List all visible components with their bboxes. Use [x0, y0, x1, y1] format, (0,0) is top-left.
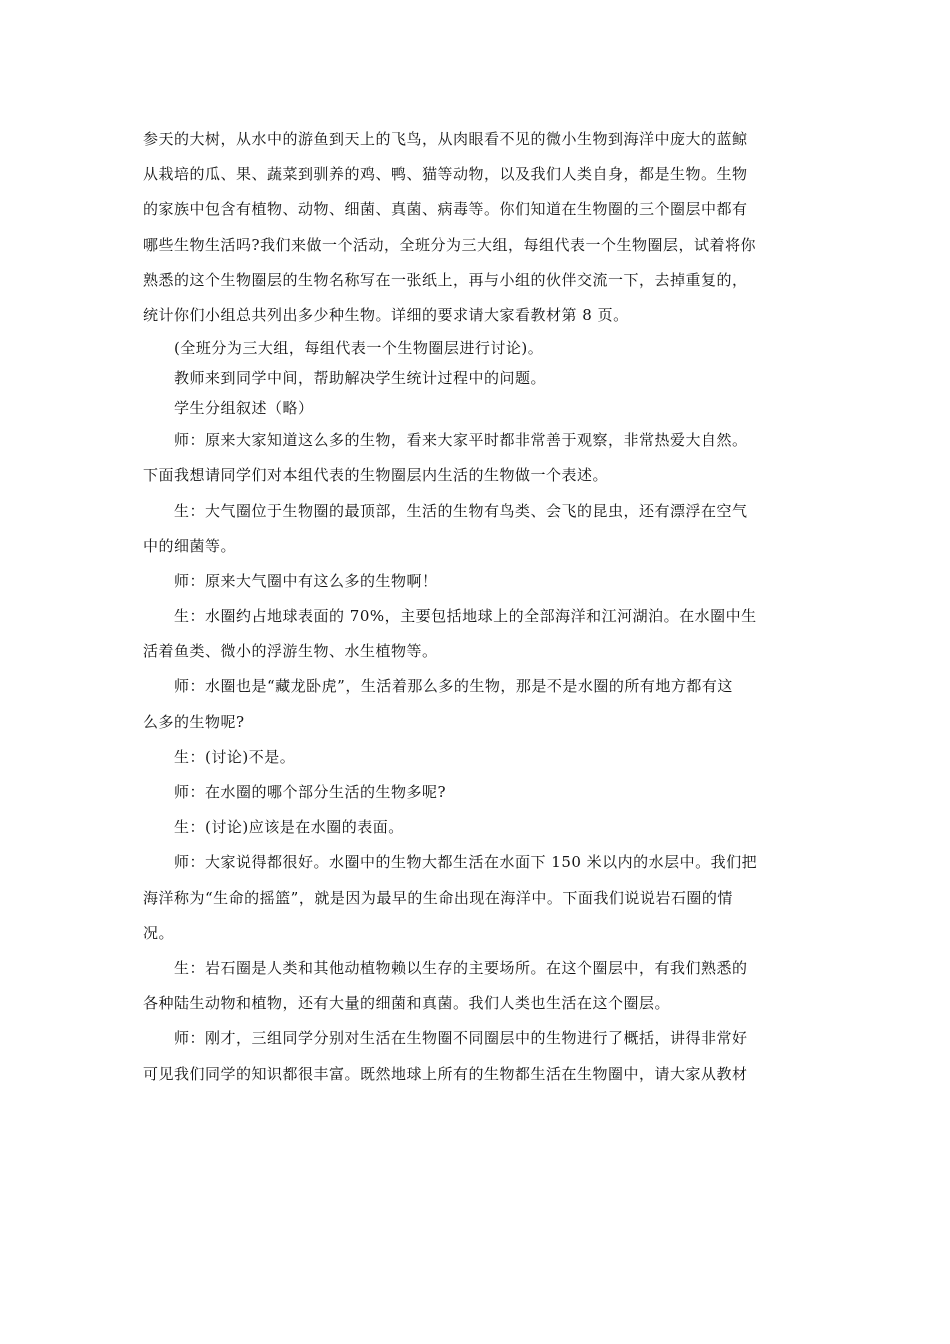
text-line: 中的细菌等。 — [143, 536, 237, 555]
text-line: 的家族中包含有植物、动物、细菌、真菌、病毒等。你们知道在生物圈的三个圈层中都有 — [143, 200, 748, 219]
text-line: 可见我们同学的知识都很丰富。既然地球上所有的生物都生活在生物圈中，请大家从教材 — [143, 1064, 748, 1083]
text-line: 师：在水圈的哪个部分生活的生物多呢? — [174, 783, 447, 801]
text-line: 海洋称为“生命的摇篮”，就是因为最早的生命出现在海洋中。下面我们说说岩石圈的情 — [143, 888, 733, 907]
text-line: 生：大气圈位于生物圈的最顶部，生活的生物有鸟类、会飞的昆虫，还有漂浮在空气 — [174, 501, 748, 520]
text-line: 各种陆生动物和植物，还有大量的细菌和真菌。我们人类也生活在这个圈层。 — [143, 994, 671, 1013]
text-line: 师：原来大气圈中有这么多的生物啊！ — [174, 571, 438, 590]
text-line: 师：水圈也是“藏龙卧虎”，生活着那么多的生物，那是不是水圈的所有地方都有这 — [174, 677, 733, 696]
text-line: 生：(讨论)应该是在水圈的表面。 — [174, 818, 404, 837]
text-line: 统计你们小组总共列出多少种生物。详细的要求请大家看教材第 8 页。 — [143, 305, 629, 324]
text-line: (全班分为三大组，每组代表一个生物圈层进行讨论)。 — [174, 339, 544, 358]
text-line: 生：水圈约占地球表面的 70%，主要包括地球上的全部海洋和江河湖泊。在水圈中生 — [174, 607, 757, 626]
text-line: 师：刚才，三组同学分别对生活在生物圈不同圈层中的生物进行了概括，讲得非常好 — [174, 1029, 748, 1048]
text-line: 生：(讨论)不是。 — [174, 747, 296, 766]
text-line: 活着鱼类、微小的浮游生物、水生植物等。 — [143, 642, 438, 661]
text-line: 生：岩石圈是人类和其他动植物赖以生存的主要场所。在这个圈层中，有我们熟悉的 — [174, 958, 748, 977]
text-line: 熟悉的这个生物圈层的生物名称写在一张纸上，再与小组的伙伴交流一下，去掉重复的， — [143, 270, 748, 289]
text-line: 下面我想请同学们对本组代表的生物圈层内生活的生物做一个表述。 — [143, 466, 609, 485]
document-body — [143, 122, 813, 1092]
text-line: 么多的生物呢? — [143, 712, 245, 731]
text-line: 师：大家说得都很好。水圈中的生物大都生活在水面下 150 米以内的水层中。我们把 — [174, 853, 758, 872]
text-line: 参天的大树，从水中的游鱼到天上的飞鸟，从肉眼看不见的微小生物到海洋中庞大的蓝鲸 — [143, 130, 748, 148]
text-line: 教师来到同学中间，帮助解决学生统计过程中的问题。 — [174, 369, 547, 388]
text-line: 学生分组叙述（略） — [174, 399, 314, 418]
text-line: 哪些生物生活吗?我们来做一个活动，全班分为三大组，每组代表一个生物圈层，试着将你 — [143, 235, 757, 254]
text-line: 师：原来大家知道这么多的生物，看来大家平时都非常善于观察，非常热爱大自然。 — [174, 431, 748, 450]
text-line: 从栽培的瓜、果、蔬菜到驯养的鸡、鸭、猫等动物，以及我们人类自身，都是生物。生物 — [143, 165, 748, 184]
text-line: 况。 — [143, 923, 175, 942]
